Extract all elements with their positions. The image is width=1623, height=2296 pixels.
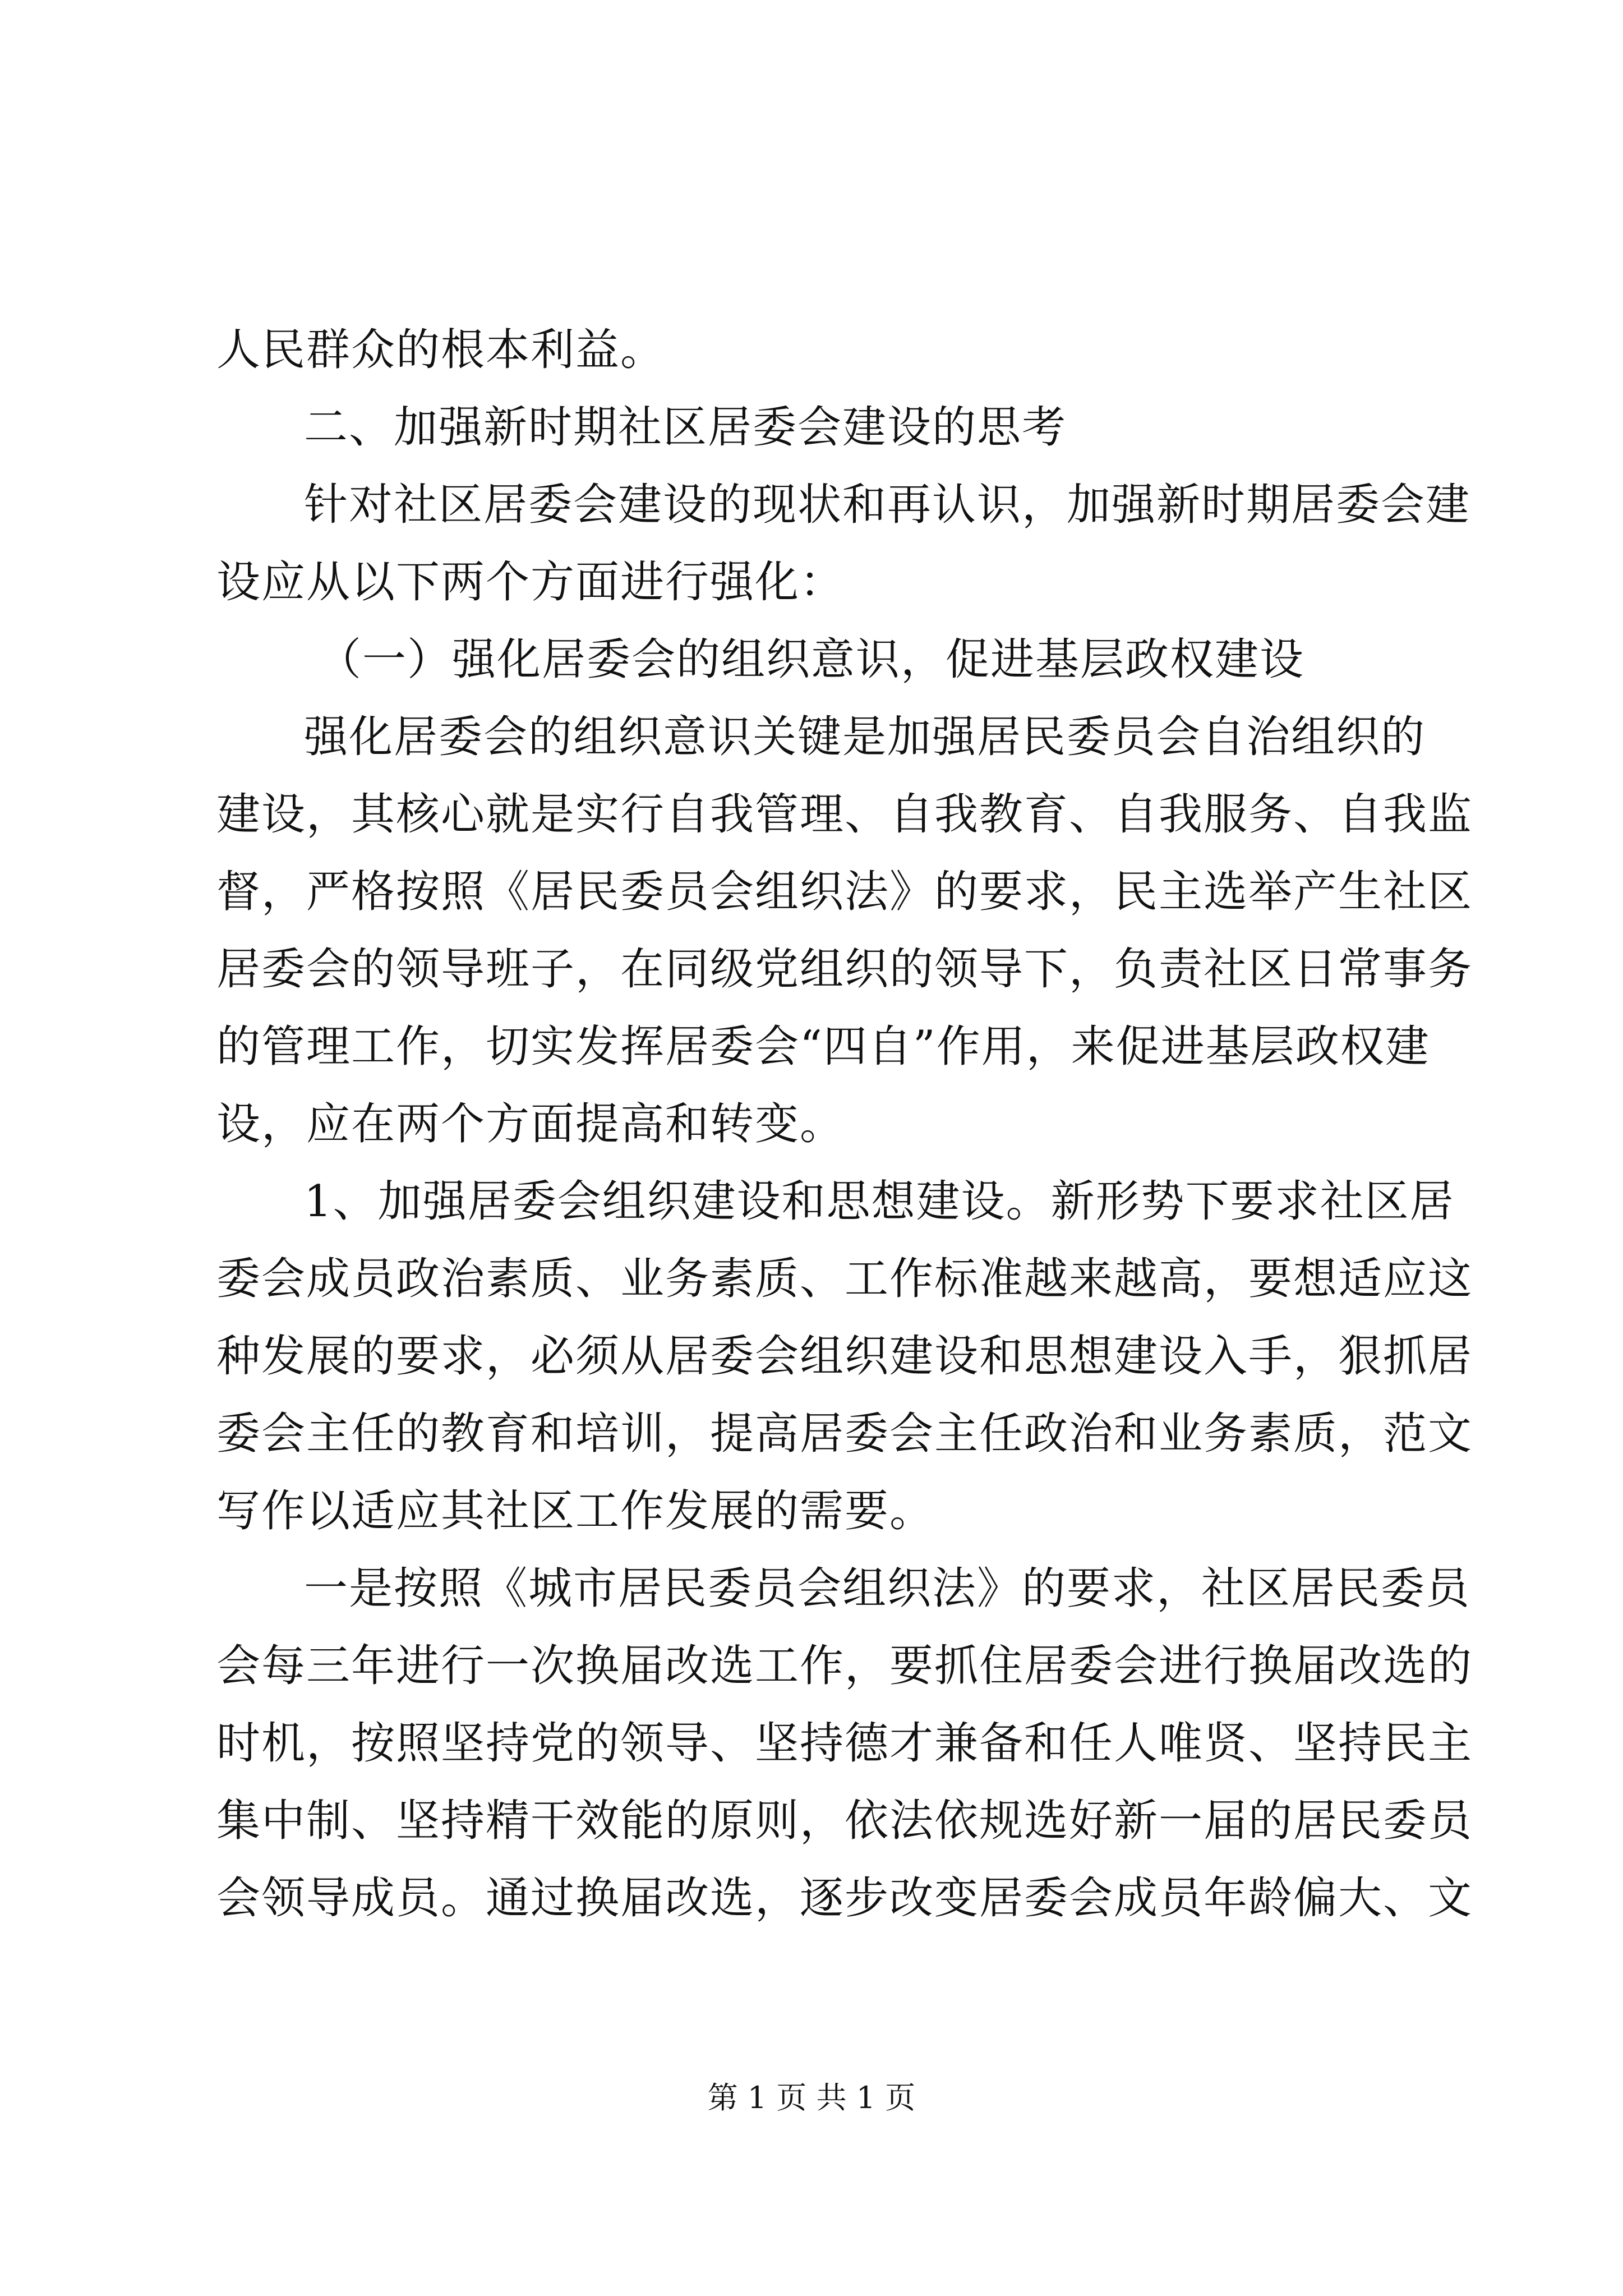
text-line: 居委会的领导班子，在同级党组织的领导下，负责社区日常事务 bbox=[216, 944, 1473, 995]
text-line: 1、加强居委会组织建设和思想建设。新形势下要求社区居 bbox=[304, 1176, 1455, 1227]
text-line: 针对社区居委会建设的现状和再认识，加强新时期居委会建 bbox=[304, 480, 1471, 530]
text-line: 设，应在两个方面提高和转变。 bbox=[216, 1099, 845, 1149]
text-line: 集中制、坚持精干效能的原则，依法依规选好新一届的居民委员 bbox=[216, 1796, 1473, 1846]
text-line: 写作以适应其社区工作发展的需要。 bbox=[216, 1486, 935, 1536]
section-heading: 二、加强新时期社区居委会建设的思考 bbox=[304, 402, 1067, 453]
text-line: 督，严格按照《居民委员会组织法》的要求，民主选举产生社区 bbox=[216, 867, 1473, 917]
text-line: 种发展的要求，必须从居委会组织建设和思想建设入手，狠抓居 bbox=[216, 1331, 1473, 1382]
text-line: 委会主任的教育和培训，提高居委会主任政治和业务素质，范文 bbox=[216, 1409, 1473, 1459]
text-line: 委会成员政治素质、业务素质、工作标准越来越高，要想适应这 bbox=[216, 1254, 1473, 1304]
text-line: 设应从以下两个方面进行强化： bbox=[216, 557, 845, 608]
text-line: 会领导成员。通过换届改选，逐步改变居委会成员年龄偏大、文 bbox=[216, 1873, 1473, 1924]
text-line: 会每三年进行一次换届改选工作，要抓住居委会进行换届改选的 bbox=[216, 1641, 1473, 1691]
text-line: 人民群众的根本利益。 bbox=[216, 325, 666, 375]
page-number-footer: 第 1 页 共 1 页 bbox=[707, 2080, 916, 2115]
text-line: 一是按照《城市居民委员会组织法》的要求，社区居民委员 bbox=[304, 1563, 1471, 1614]
text-line: 建设，其核心就是实行自我管理、自我教育、自我服务、自我监 bbox=[216, 789, 1473, 840]
text-line: 强化居委会的组织意识关键是加强居民委员会自治组织的 bbox=[304, 712, 1426, 762]
text-line: 时机，按照坚持党的领导、坚持德才兼备和任人唯贤、坚持民主 bbox=[216, 1718, 1473, 1769]
subsection-heading: （一）强化居委会的组织意识，促进基层政权建设 bbox=[317, 634, 1305, 685]
document-body bbox=[216, 311, 1473, 1937]
text-line: 的管理工作，切实发挥居委会“四自”作用，来促进基层政权建 bbox=[216, 1022, 1430, 1072]
